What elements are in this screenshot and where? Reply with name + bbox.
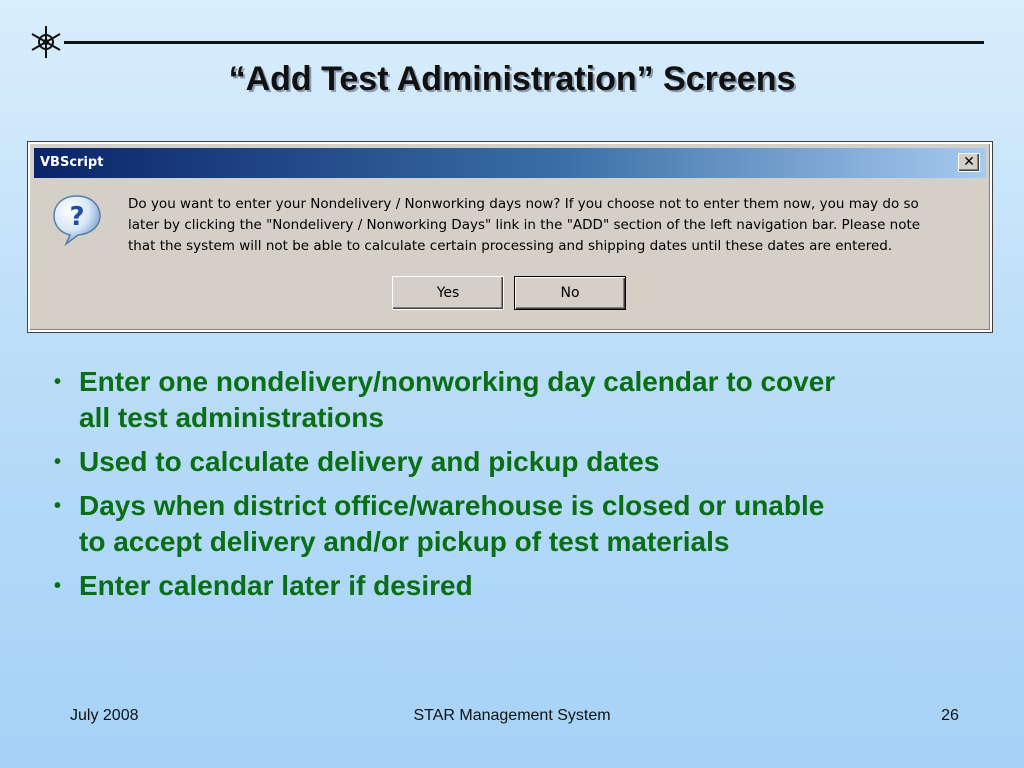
page-number: 26 [941, 707, 959, 724]
message-line: Do you want to enter your Nondelivery / Nonworking days now? If you choose not to enter them now, you may do so [128, 196, 919, 212]
bullet-dot: • [54, 575, 62, 597]
bullet-list [52, 364, 1012, 612]
bullet-line: Used to calculate delivery and pickup dates [79, 446, 660, 477]
bullet-line: Enter calendar later if desired [79, 570, 473, 601]
question-icon [50, 192, 104, 246]
dialog-message [128, 194, 988, 257]
bullet-dot: • [54, 495, 62, 517]
message-line: that the system will not be able to calculate certain processing and shipping dates until these dates are entered. [128, 238, 893, 254]
close-button[interactable] [958, 153, 980, 172]
bullet-line: Days when district office/warehouse is closed or unable [79, 490, 825, 521]
bullet-item [52, 444, 1012, 480]
vbscript-dialog [28, 142, 992, 332]
slide-title: “Add Test Administration” Screens [228, 60, 796, 98]
close-icon: ✕ [963, 154, 975, 170]
bullet-item [52, 488, 1012, 560]
yes-button[interactable]: Yes [392, 276, 504, 310]
bullet-dot: • [54, 451, 62, 473]
footer-date: July 2008 [70, 707, 139, 724]
bullet-dot: • [54, 371, 62, 393]
footer-center-text: STAR Management System [413, 707, 611, 724]
title-rule [64, 41, 984, 44]
bullet-line: Enter one nondelivery/nonworking day calendar to cover [79, 366, 836, 397]
bullet-line: all test administrations [79, 402, 384, 433]
dialog-title: VBScript [40, 155, 104, 170]
bullet-line: to accept delivery and/or pickup of test materials [79, 526, 730, 557]
star-compass-icon [26, 22, 66, 62]
bullet-item [52, 568, 1012, 604]
no-button[interactable]: No [514, 276, 626, 310]
dialog-title-bar[interactable] [34, 148, 986, 178]
bullet-item [52, 364, 1012, 436]
message-line: later by clicking the "Nondelivery / Nonworking Days" link in the "ADD" section of the left navigation bar. Please note [128, 217, 921, 233]
svg-text:?: ? [69, 202, 85, 232]
